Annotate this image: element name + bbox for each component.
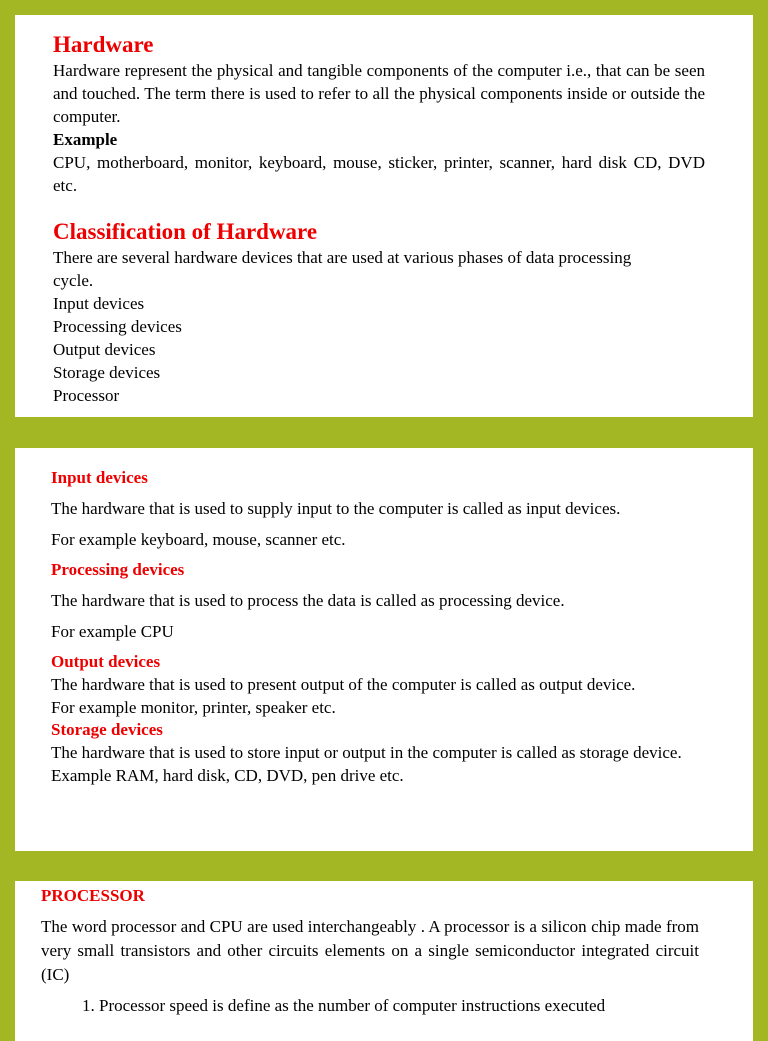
input-devices-heading: Input devices xyxy=(51,468,148,487)
category-item: Output devices xyxy=(53,340,156,359)
output-devices-heading: Output devices xyxy=(51,652,161,671)
processing-devices-heading: Processing devices xyxy=(51,560,185,579)
hardware-intro: Hardware represent the physical and tangible components of the computer i.e., that can be seen and touched. The term there is used to refer to all the physical components inside or outside the computer. xyxy=(53,61,705,126)
list-item: 1. Processor speed is define as the number of computer instructions executed xyxy=(99,994,699,1018)
storage-devices-example: Example RAM, hard disk, CD, DVD, pen drive etc. xyxy=(51,766,404,785)
category-item: Storage devices xyxy=(53,363,161,382)
processor-card xyxy=(15,881,753,1041)
hardware-title: Hardware xyxy=(53,32,154,57)
input-devices-definition: The hardware that is used to supply input to the computer is called as input devices. xyxy=(51,499,621,518)
category-item: Input devices xyxy=(53,294,145,313)
output-devices-example: For example monitor, printer, speaker etc. xyxy=(51,698,336,717)
example-text: CPU, motherboard, monitor, keyboard, mouse, sticker, printer, scanner, hard disk CD, DVD etc. xyxy=(53,153,705,195)
input-devices-example: For example keyboard, mouse, scanner etc. xyxy=(51,530,346,549)
output-devices-definition: The hardware that is used to present output of the computer is called as output device. xyxy=(51,675,636,694)
storage-devices-heading: Storage devices xyxy=(51,720,163,739)
processor-intro: The word processor and CPU are used interchangeably . A processor is a silicon chip made from very small transistors and other circuits elements on a single semiconductor integrated circuit (IC) xyxy=(41,917,699,984)
processor-heading: PROCESSOR xyxy=(41,886,145,905)
classification-title: Classification of Hardware xyxy=(53,219,318,244)
device-types-card xyxy=(15,448,753,851)
processing-devices-definition: The hardware that is used to process the data is called as processing device. xyxy=(51,591,565,610)
storage-devices-definition: The hardware that is used to store input or output in the computer is called as storage device. xyxy=(51,743,682,762)
category-item: Processing devices xyxy=(53,317,182,336)
processing-devices-example: For example CPU xyxy=(51,622,174,641)
example-label: Example xyxy=(53,130,118,149)
classification-intro: There are several hardware devices that are used at various phases of data processing cycle. xyxy=(53,248,632,290)
processor-list xyxy=(41,994,699,1018)
hardware-card xyxy=(15,15,753,417)
category-item: Processor xyxy=(53,386,120,405)
